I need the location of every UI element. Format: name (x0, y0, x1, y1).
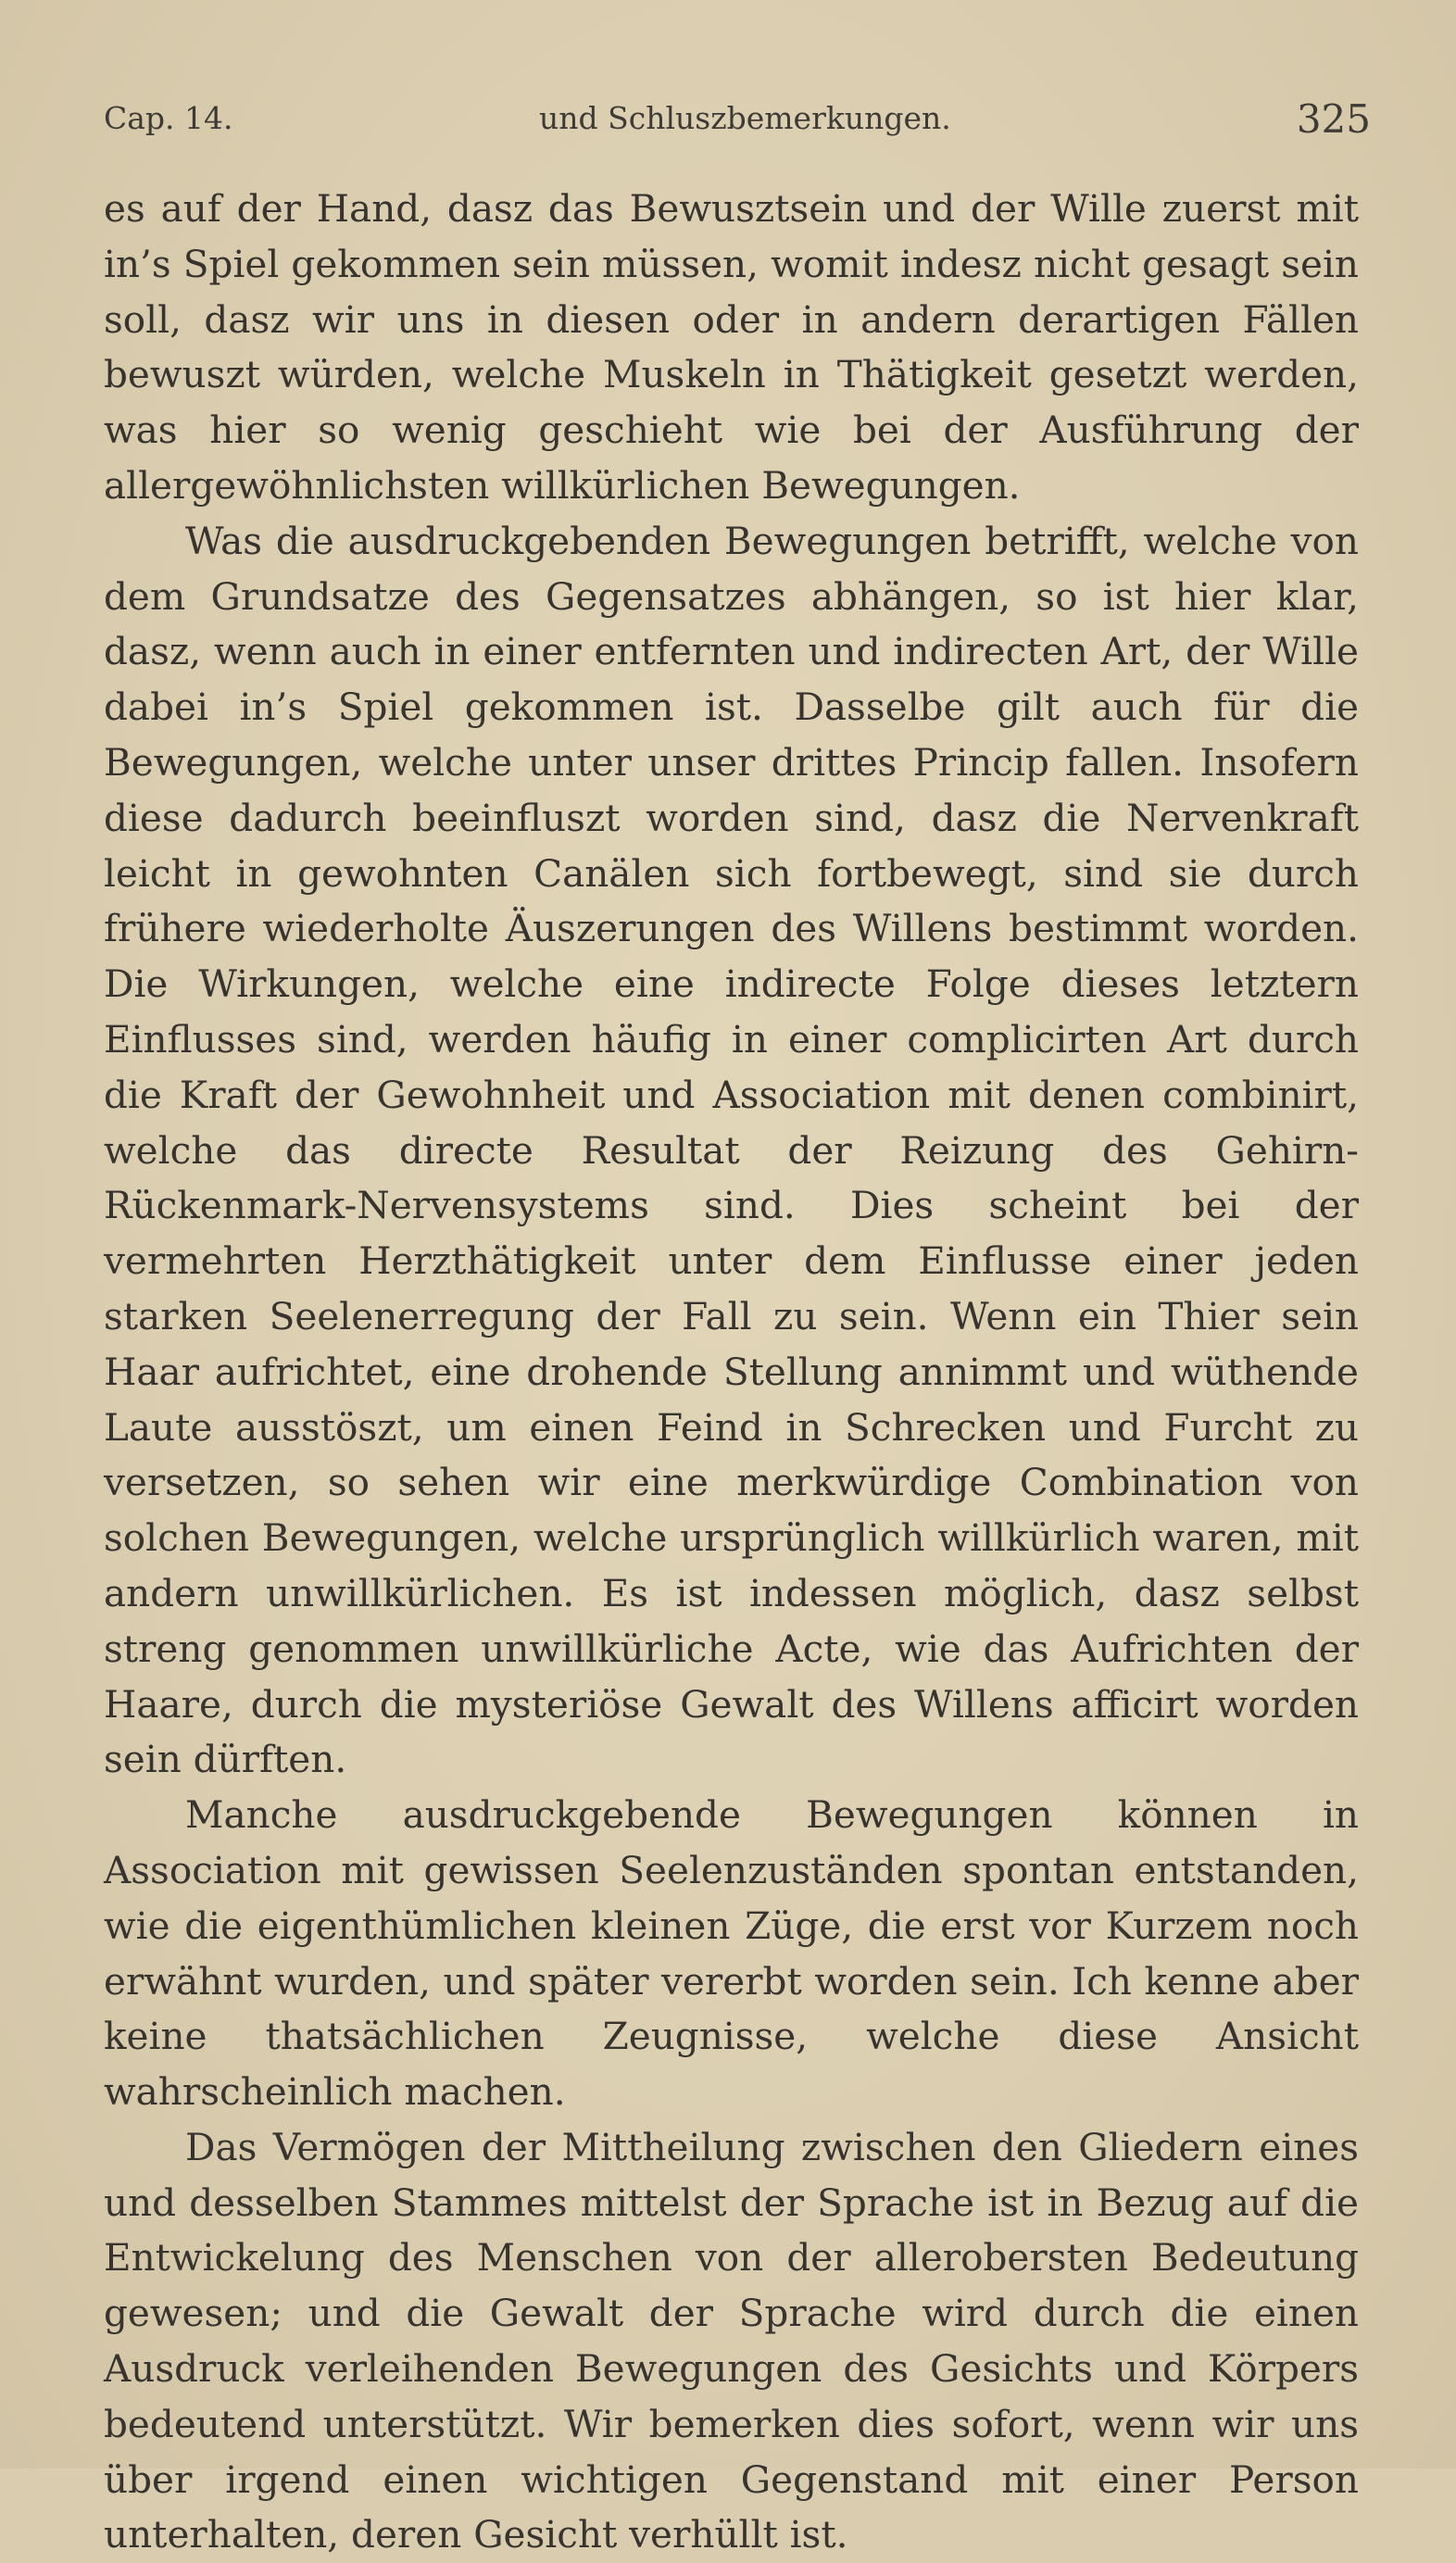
running-header (104, 93, 1371, 148)
paragraph: Was die ausdruckgebenden Bewegungen betrifft, welche von dem Grundsatze des Gegensatzes abhängen, so ist hier klar, dasz, wenn auch in einer entfernten und indirecten Art, der Wille dabei in’s Spiel gekommen ist. Dasselbe gilt auch für die Bewegungen, welche unter unser drittes Princip fallen. Insofern diese dadurch beeinfluszt worden sind, dasz die Nervenkraft leicht in gewohnten Canälen sich fortbewegt, sind sie durch frühere wiederholte Äuszerungen des Willens bestimmt worden. Die Wirkungen, welche eine indirecte Folge dieses letztern Einflusses sind, werden häufig in einer complicirten Art durch die Kraft der Gewohnheit und Association mit denen combinirt, welche das directe Resultat der Reizung des Gehirn-Rückenmark-Nervensystems sind. Dies scheint bei der vermehrten Herzthätigkeit unter dem Einflusse einer jeden starken Seelenerregung der Fall zu sein. Wenn ein Thier sein Haar aufrichtet, eine drohende Stellung annimmt und wüthende Laute ausstöszt, um einen Feind in Schrecken und Furcht zu versetzen, so sehen wir eine merkwürdige Combination von solchen Bewegungen, welche ursprünglich willkürlich waren, mit andern unwillkürlichen. Es ist indessen möglich, dasz selbst streng genommen unwillkürliche Acte, wie das Aufrichten der Haare, durch die mysteriöse Gewalt des Willens afficirt worden sein dürften. (104, 518, 1359, 1782)
paragraph-continued: es auf der Hand, dasz das Bewusztsein und der Wille zuerst mit in’s Spiel gekommen sein müssen, womit indesz nicht gesagt sein soll, dasz wir uns in diesen oder in andern derartigen Fällen bewuszt würden, welche Muskeln in Thätigkeit gesetzt werden, was hier so wenig geschieht wie bei der Ausführung der allergewöhnlichsten willkürlichen Bewegungen. (104, 186, 1359, 508)
chapter-label: Cap. 14. (104, 100, 233, 136)
running-title: und Schluszbemerkungen. (539, 100, 951, 136)
paragraph: Manche ausdruckgebende Bewegungen können in Association mit gewissen Seelenzuständen spontan entstanden, wie die eigenthümlichen kleinen Züge, die erst vor Kurzem noch erwähnt wurden, und später vererbt worden sein. Ich kenne aber keine thatsächlichen Zeugnisse, welche diese Ansicht wahrscheinlich machen. (104, 1792, 1359, 2115)
page-number: 325 (1296, 96, 1371, 142)
body-text (104, 182, 1359, 2563)
paragraph: Das Vermögen der Mittheilung zwischen den Gliedern eines und desselben Stammes mittelst der Sprache ist in Bezug auf die Entwickelung des Menschen von der allerobersten Bedeutung gewesen; und die Gewalt der Sprache wird durch die einen Ausdruck verleihenden Bewegungen des Gesichts und Körpers bedeutend unterstützt. Wir bemerken dies sofort, wenn wir uns über irgend einen wichtigen Gegenstand mit einer Person unterhalten, deren Gesicht verhüllt ist. (104, 2124, 1359, 2557)
